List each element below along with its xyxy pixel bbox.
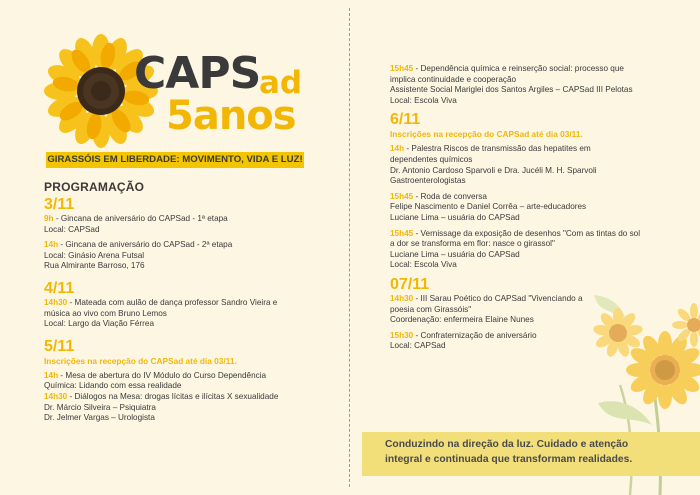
event-line-cont: dependentes químicos bbox=[390, 154, 473, 164]
registration-note: Inscrições na recepção do CAPSad até dia 03/11. bbox=[390, 129, 583, 140]
event-speaker: Felipe Nascimento e Daniel Corrêa – arte-educadores bbox=[390, 202, 587, 212]
event-line: 9h - Gincana de aniversário do CAPSad - 1ª etapa bbox=[44, 214, 228, 223]
event-local: Local: CAPSad bbox=[44, 224, 100, 234]
event-line: 15h30 - Confraternização de aniversário bbox=[390, 330, 537, 340]
tagline-line: Conduzindo na direção da luz. Cuidado e atenção bbox=[385, 439, 629, 450]
event-line: 14h - Mesa de abertura do IV Módulo do Curso Dependência bbox=[44, 370, 267, 380]
event-line-cont: poesia com Girassóis" bbox=[390, 304, 472, 314]
programacao-heading: PROGRAMAÇÃO bbox=[44, 180, 145, 194]
event-local: Local: Escola Viva bbox=[390, 95, 457, 105]
schedule-left bbox=[44, 196, 344, 424]
event-line: 14h - Palestra Riscos de transmissão das hepatites em bbox=[390, 144, 591, 154]
event-speaker: Luciane Lima – usuária do CAPSad bbox=[390, 249, 520, 259]
day-heading: 3/11 bbox=[44, 196, 75, 213]
registration-note: Inscrições na recepção do CAPSad até dia 03/11. bbox=[44, 355, 237, 366]
event-local: Local: Escola Viva bbox=[390, 260, 457, 270]
event-local: Local: Largo da Viação Férrea bbox=[44, 319, 154, 329]
tagline-box bbox=[362, 432, 700, 476]
event-line-cont: implica continuidade e cooperação bbox=[390, 74, 517, 84]
event-local: Local: CAPSad bbox=[390, 341, 446, 351]
day-heading: 07/11 bbox=[390, 275, 430, 293]
event-address: Rua Almirante Barroso, 176 bbox=[44, 261, 145, 271]
event-line: 14h30 - III Sarau Poético do CAPSad "Vivenciando a bbox=[390, 293, 583, 303]
fold-divider bbox=[349, 8, 350, 487]
tagline-line: integral e continuada que transformam realidades. bbox=[385, 454, 633, 465]
event-line: 14h30 - Diálogos na Mesa: drogas lícitas e ilícitas X sexualidade bbox=[44, 391, 279, 401]
event-line-cont: a dor se transforma em flor: nasce o girassol" bbox=[390, 239, 555, 249]
event-speaker: Luciane Lima – usuária do CAPSad bbox=[390, 212, 520, 222]
theme-banner: GIRASSÓIS EM LIBERDADE: MOVIMENTO, VIDA E LUZ! bbox=[46, 152, 304, 168]
event-line: 15h45 - Vernissage da exposição de desenhos "Com as tintas do sol bbox=[390, 228, 641, 238]
event-line: 15h45 - Dependência química e reinserção social: processo que bbox=[390, 64, 624, 73]
day-heading: 4/11 bbox=[44, 279, 75, 297]
event-speaker: Assistente Social Mariglei dos Santos Argiles – CAPSad III Pelotas bbox=[390, 85, 633, 95]
event-line: 15h45 - Roda de conversa bbox=[390, 191, 487, 201]
event-line: 14h - Gincana de aniversário do CAPSad - 2ª etapa bbox=[44, 240, 233, 250]
event-line-cont: Química: Lidando com essa realidade bbox=[44, 381, 182, 391]
event-speaker: Coordenação: enfermeira Elaine Nunes bbox=[390, 315, 534, 325]
event-speaker: Dr. Antonio Cardoso Sparvoli e Dra. Jucéli M. H. Sparvoli bbox=[390, 165, 597, 175]
logo-5anos: 5anos bbox=[166, 93, 296, 139]
event-line: 14h30 - Mateada com aulão de dança professor Sandro Vieira e bbox=[44, 297, 278, 307]
event-speaker: Dr. Márcio Silveira – Psiquiatra bbox=[44, 402, 156, 412]
day-heading: 5/11 bbox=[44, 337, 75, 355]
event-local: Local: Ginásio Arena Futsal bbox=[44, 250, 145, 260]
event-speaker: Dr. Jelmer Vargas – Urologista bbox=[44, 413, 155, 423]
event-line-cont: música ao vivo com Bruno Lemos bbox=[44, 308, 167, 318]
day-heading: 6/11 bbox=[390, 111, 421, 129]
logo-ad: ad bbox=[259, 65, 303, 101]
logo bbox=[44, 34, 344, 148]
logo-caps: CAPS bbox=[134, 48, 261, 99]
event-speaker: Gastroenterologistas bbox=[390, 176, 466, 186]
